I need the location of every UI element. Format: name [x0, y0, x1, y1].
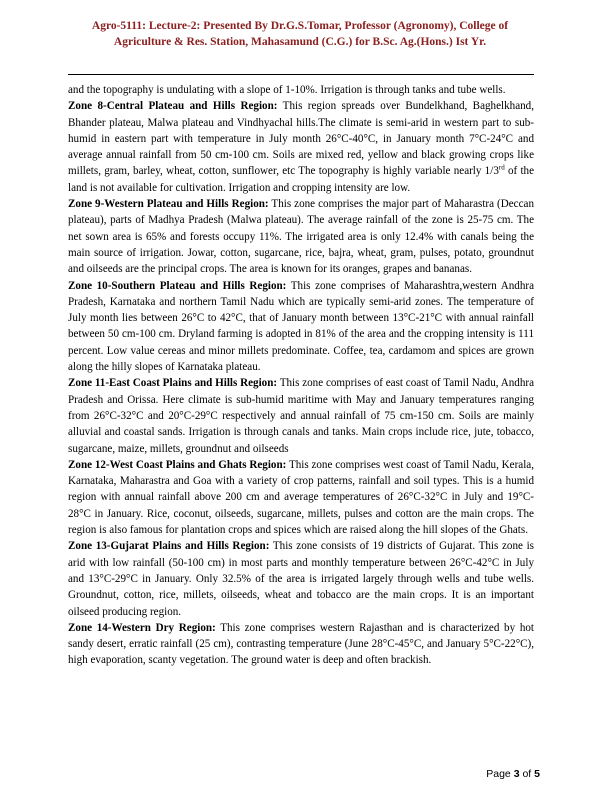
current-page-number: 3 — [513, 768, 520, 780]
zone-13-text: This zone consists of 19 districts of Gujarat. This zone is arid with low rainfall (50-100 cm) in most parts and monthly temperature between 26°C-42°C in July and 13°C-29°C in January. Only 32.5% of the area is irrigated largely through wells and tube wells. Groundnut, cotton, rice, millets, oilseeds, wheat and tobacco are the main crops. It is an important oilseed producing region. — [68, 540, 534, 618]
zone-10-text: This zone comprises of Maharashtra,western Andhra Pradesh, Karnataka and northern Tamil Nadu which are typically semi-arid zones. The temperature of July month lies between 26°C to 42°C, that of January month between 13°C-21°C with annual rainfall between 50 cm-100 cm. Dryland farming is adopted in 81% of the area and the cropping intensity is 111 percent. Low value cereas and minor millets predominate. Coffee, tea, cardamom and spices are grown along the hilly slopes of Karnataka plateau. — [68, 279, 535, 374]
zone-13-paragraph — [68, 538, 534, 619]
zone-12-paragraph — [68, 457, 534, 538]
header-line-1: Agro-5111: Lecture-2: Presented By Dr.G.S.Tomar, Professor (Agronomy), College of — [91, 20, 509, 32]
total-page-count: 5 — [534, 768, 540, 780]
zone-10-title: Zone 10-Southern Plateau and Hills Region: — [68, 279, 287, 292]
header-divider — [68, 74, 534, 75]
header-line-2: Agriculture & Res. Station, Mahasamund (C.G.) for B.Sc. Ag.(Hons.) Ist Yr. — [113, 36, 487, 48]
zone-14-title: Zone 14-Western Dry Region: — [68, 621, 216, 634]
zone-12-title: Zone 12-West Coast Plains and Ghats Region: — [68, 458, 287, 471]
page-word: Page — [486, 768, 511, 780]
zone-10-paragraph — [68, 278, 534, 376]
zone-11-paragraph — [68, 375, 534, 456]
zone-8-paragraph — [68, 98, 534, 196]
zone-9-paragraph — [68, 196, 534, 277]
of-word: of — [522, 768, 532, 780]
zone-11-title: Zone 11-East Coast Plains and Hills Region: — [68, 377, 278, 390]
page-footer — [486, 768, 540, 780]
zone-11-text: This zone comprises of east coast of Tamil Nadu, Andhra Pradesh and Orissa. Here climate is sub-humid maritime with May and January temperatures ranging from 26°C-32°C and 20°C-29°C respectively and annual rainfall of 75 cm-150 cm. Soils are mainly alluvial and coastal sands. Irrigation is through canals and tanks. Main crops include rice, jute, tobacco, sugarcane, maize, millets, groundnut and oilseeds — [68, 377, 534, 455]
page-header — [60, 18, 540, 50]
zone-8-superscript: rd — [498, 163, 505, 172]
zone-14-text: This zone comprises western Rajasthan and is characterized by hot sandy desert, erratic rainfall (25 cm), contrasting temperature (June 28°C-45°C, and January 5°C-22°C), high evaporation, scanty vegetation. The ground water is deep and often brackish. — [68, 621, 534, 667]
intro-paragraph: and the topography is undulating with a slope of 1-10%. Irrigation is through tanks and tube wells. — [68, 84, 506, 96]
zone-9-text: This zone comprises the major part of Maharastra (Deccan plateau), parts of Madhya Pradesh (Malwa plateau). The average rainfall of the zone is 25-75 cm. The net sown area is 65% and forests occupy 11%. The irrigated area is only 12.4% with canals being the main source of irrigation. Jowar, cotton, sugarcane, rice, bajra, wheat, gram, pulses, potato, groundnut and oilseeds are the principal crops. The area is known for its oranges, grapes and bananas. — [68, 198, 534, 276]
zone-8-text: This region spreads over Bundelkhand, Baghelkhand, Bhander plateau, Malwa plateau and Vindhyachal hills.The climate is semi-arid in western part to sub-humid in eastern part with temperature in July month 26°C-40°C, in January month 7°C-24°C and average annual rainfall from 50 cm-100 cm. Soils are mixed red, yellow and black growing crops like millets, gram, barley, wheat, cotton, sunflower, etc The topography is highly variable nearly 1/3 — [68, 100, 534, 178]
zone-14-paragraph — [68, 620, 534, 669]
zone-8-title: Zone 8-Central Plateau and Hills Region: — [68, 100, 278, 113]
zone-12-text: This zone comprises west coast of Tamil Nadu, Kerala, Karnataka, Maharastra and Goa with a variety of crop patterns, rainfall and soil types. This is a humid region with annual rainfall above 200 cm and average temperatures of 26°C-32°C in July and 19°C-28°C in January. Rice, coconut, oilseeds, sugarcane, millets, pulses and cotton are the main crops. The region is also famous for plantation crops and spices which are raised along the hill slopes of the Ghats. — [68, 458, 534, 537]
page-body — [68, 82, 534, 669]
zone-13-title: Zone 13-Gujarat Plains and Hills Region: — [68, 540, 270, 553]
zone-9-title: Zone 9-Western Plateau and Hills Region: — [68, 198, 269, 211]
zone-8-text-end: of the land is not available for cultivation. Irrigation and cropping intensity are low. — [68, 165, 535, 194]
